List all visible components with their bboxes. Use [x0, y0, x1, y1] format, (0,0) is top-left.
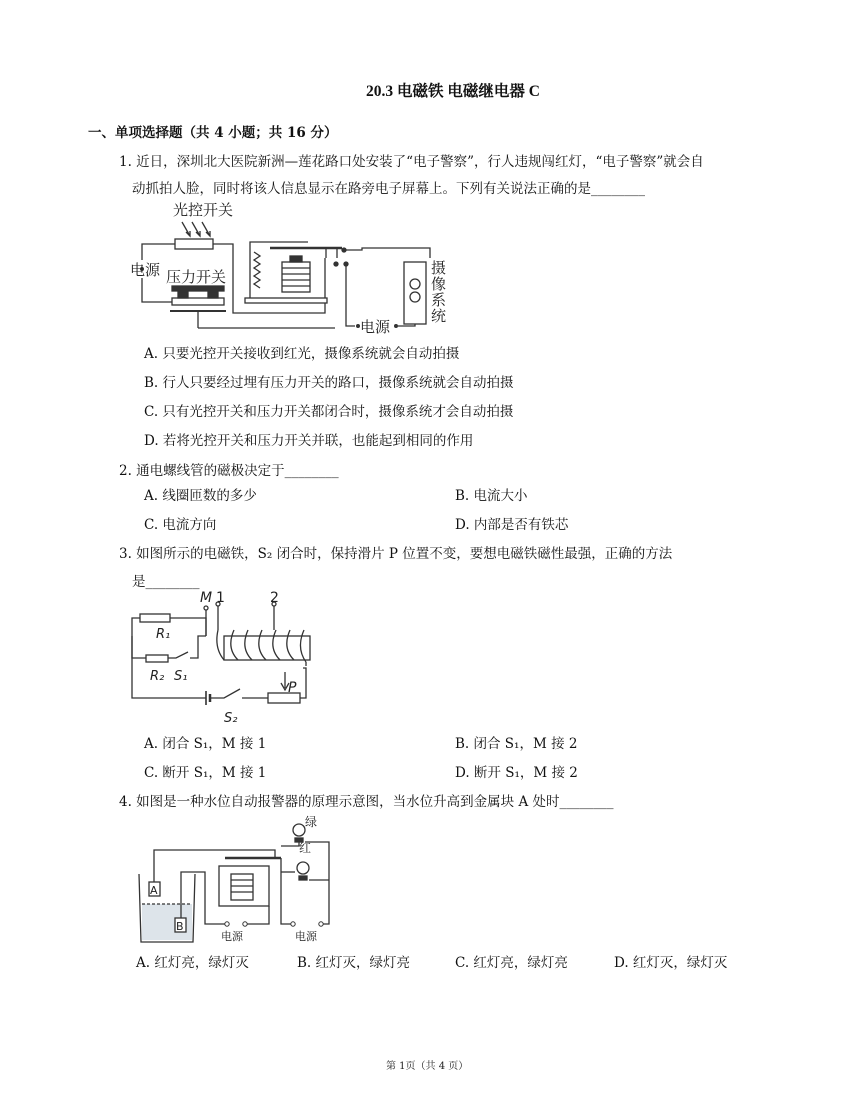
q3-label-r2: R₂: [150, 669, 165, 684]
section-heading: 一、单项选择题（共 4 小题；共 16 分）: [88, 125, 338, 141]
q2-stem: 2. 通电螺线管的磁极决定于________: [119, 463, 339, 479]
q4-label-green: 绿: [305, 815, 318, 829]
q3-label-r1: R₁: [156, 627, 171, 642]
q4-label-power-1: 电源: [221, 930, 243, 943]
q1-stem-line1: 1. 近日，深圳北大医院新洲—莲花路口处安装了“电子警察”，行人违规闯红灯，“电子警察”就会自: [119, 154, 704, 170]
q3-option-d: D. 断开 S₁，M 接 2: [455, 765, 578, 781]
q1-label-light-switch: 光控开关: [173, 201, 234, 219]
q3-option-c: C. 断开 S₁，M 接 1: [144, 765, 267, 781]
q4-label-a: A: [150, 884, 158, 897]
q1-circuit-figure: [130, 198, 470, 338]
q4-option-a: A. 红灯亮，绿灯灭: [136, 955, 249, 971]
q4-label-red: 红: [299, 841, 312, 855]
q2-option-d: D. 内部是否有铁芯: [455, 517, 569, 533]
q3-stem-line1: 3. 如图所示的电磁铁，S₂ 闭合时，保持滑片 P 位置不变，要想电磁铁磁性最强，正确的方法: [119, 546, 673, 562]
q3-label-m: M: [200, 590, 213, 606]
q4-label-power-2: 电源: [295, 930, 317, 943]
q1-option-d: D. 若将光控开关和压力开关并联，也能起到相同的作用: [144, 433, 474, 449]
q1-option-a: A. 只要光控开关接收到红光，摄像系统就会自动拍摄: [144, 346, 460, 362]
q4-stem: 4. 如图是一种水位自动报警器的原理示意图，当水位升高到金属块 A 处时________: [119, 794, 614, 810]
q3-stem-line2: 是________: [132, 574, 200, 590]
q1-label-camera-4: 统: [431, 307, 447, 325]
q4-option-c: C. 红灯亮，绿灯亮: [455, 955, 568, 971]
q2-option-a: A. 线圈匝数的多少: [144, 488, 257, 504]
q3-label-1: 1: [216, 590, 225, 606]
q3-option-a: A. 闭合 S₁，M 接 1: [144, 736, 267, 752]
q3-circuit-figure: [128, 590, 328, 726]
q4-label-b: B: [176, 920, 184, 933]
q3-label-s1: S₁: [174, 669, 188, 684]
q1-label-camera-3: 系: [431, 291, 447, 309]
q1-label-pressure-switch: 压力开关: [166, 268, 227, 286]
q1-stem-line2: 动抓拍人脸，同时将该人信息显示在路旁电子屏幕上。下列有关说法正确的是________: [132, 181, 645, 197]
q1-option-c: C. 只有光控开关和压力开关都闭合时，摄像系统才会自动拍摄: [144, 404, 514, 420]
q3-option-b: B. 闭合 S₁，M 接 2: [455, 736, 578, 752]
q2-option-b: B. 电流大小: [455, 488, 528, 504]
q1-option-b: B. 行人只要经过埋有压力开关的路口，摄像系统就会自动拍摄: [144, 375, 514, 391]
q3-label-2: 2: [270, 590, 279, 606]
q1-label-power-1: 电源: [130, 261, 161, 279]
q1-label-power-2: 电源: [360, 318, 391, 336]
q4-option-b: B. 红灯灭，绿灯亮: [297, 955, 411, 971]
page-title: 20.3 电磁铁 电磁继电器 C: [366, 83, 540, 100]
q4-option-d: D. 红灯灭，绿灯灭: [614, 955, 728, 971]
q1-label-camera-2: 像: [431, 275, 447, 293]
page-footer: 第 1页（共 4 页）: [386, 1061, 469, 1072]
q1-label-camera-1: 摄: [431, 259, 447, 277]
q4-alarm-figure: [135, 812, 365, 948]
q3-label-s2: S₂: [224, 711, 238, 726]
q2-option-c: C. 电流方向: [144, 517, 217, 533]
q3-label-p: P: [288, 680, 297, 696]
